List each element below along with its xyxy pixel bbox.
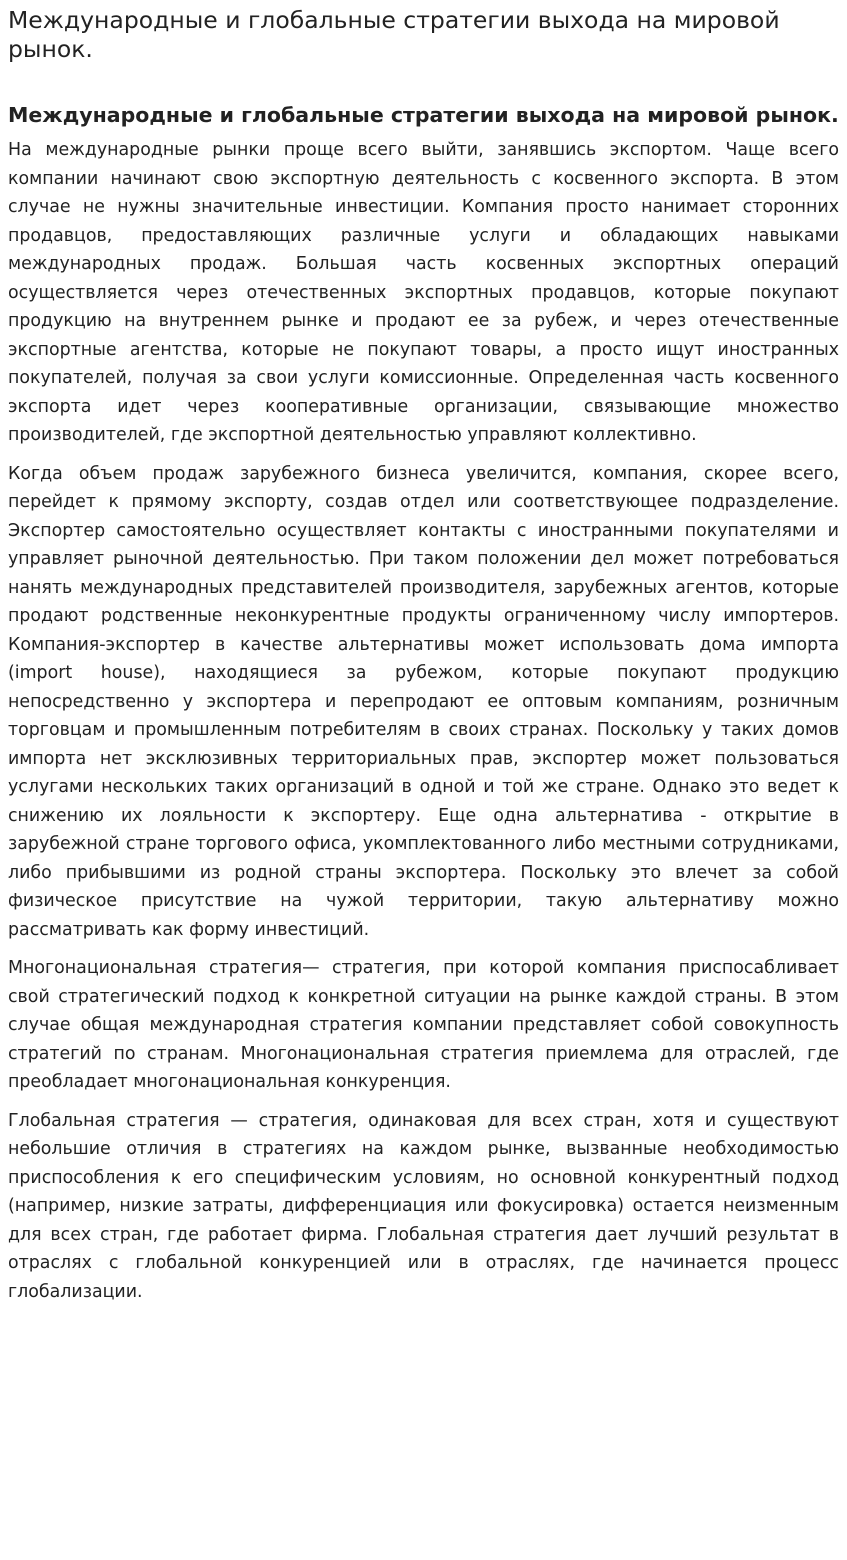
page-title: Международные и глобальные стратегии выхода на мировой рынок. — [8, 6, 780, 63]
paragraph-direct-export: Когда объем продаж зарубежного бизнеса увеличится, компания, скорее всего, перейдет к прямому экспорту, создав отдел или соответствующее подразделение. Экспортер самостоятельно осуществляет контакты с иностранными покупателями и управляет рыночной деятельностью. При таком положении дел может потребоваться нанять международных представителей производителя, зарубежных агентов, которые продают родственные неконкурентные продукты ограниченному числу импортеров. Компания-экспортер в качестве альтернативы может использовать дома импорта (import house), находящиеся за рубежом, которые покупают продукцию непосредственно у экспортера и перепродают ее оптовым компаниям, розничным торговцам и промышленным потребителям в своих странах. Поскольку у таких домов импорта нет эксклюзивных территориальных прав, экспортер может пользоваться услугами нескольких таких организаций в одной и той же стране. Однако это ведет к снижению их лояльности к экспортеру. Еще одна альтернатива - открытие в зарубежной стране торгового офиса, укомплектованного либо местными сотрудниками, либо прибывшими из родной страны экспортера. Поскольку это влечет за собой физическое присутствие на чужой территории, такую альтернативу можно рассматривать как форму инвестиций. — [8, 463, 839, 940]
article-heading: Международные и глобальные стратегии выхода на мировой рынок. — [8, 103, 839, 127]
article-body — [8, 136, 839, 1306]
paragraph-indirect-export: На международные рынки проще всего выйти, занявшись экспортом. Чаще всего компании начинают свою экспортную деятельность с косвенного экспорта. В этом случае не нужны значительные инвестиции. Компания просто нанимает сторонних продавцов, предоставляющих различные услуги и обладающих навыками международных продаж. Большая часть косвенных экспортных операций осуществляется через отечественных экспортных продавцов, которые покупают продукцию на внутреннем рынке и продают ее за рубеж, и через отечественные экспортные агентства, которые не покупают товары, а просто ищут иностранных покупателей, получая за свои услуги комиссионные. Определенная часть косвенного экспорта идет через кооперативные организации, связывающие множество производителей, где экспортной деятельностью управляют коллективно. — [8, 140, 839, 445]
paragraph-global-strategy: Глобальная стратегия — стратегия, одинаковая для всех стран, хотя и существуют небольшие отличия в стратегиях на каждом рынке, вызванные необходимостью приспособления к его специфическим условиям, но основной конкурентный подход (например, низкие затраты, дифференциация или фокусировка) остается неизменным для всех стран, где работает фирма. Глобальная стратегия дает лучший результат в отраслях с глобальной конкуренцией или в отраслях, где начинается процесс глобализации. — [8, 1110, 839, 1302]
paragraph-multinational-strategy: Многонациональная стратегия— стратегия, при которой компания приспосабливает свой стратегический подход к конкретной ситуации на рынке каждой страны. В этом случае общая международная стратегия компании представляет собой совокупность стратегий по странам. Многонациональная стратегия приемлема для отраслей, где преобладает многонациональная конкуренция. — [8, 958, 839, 1092]
